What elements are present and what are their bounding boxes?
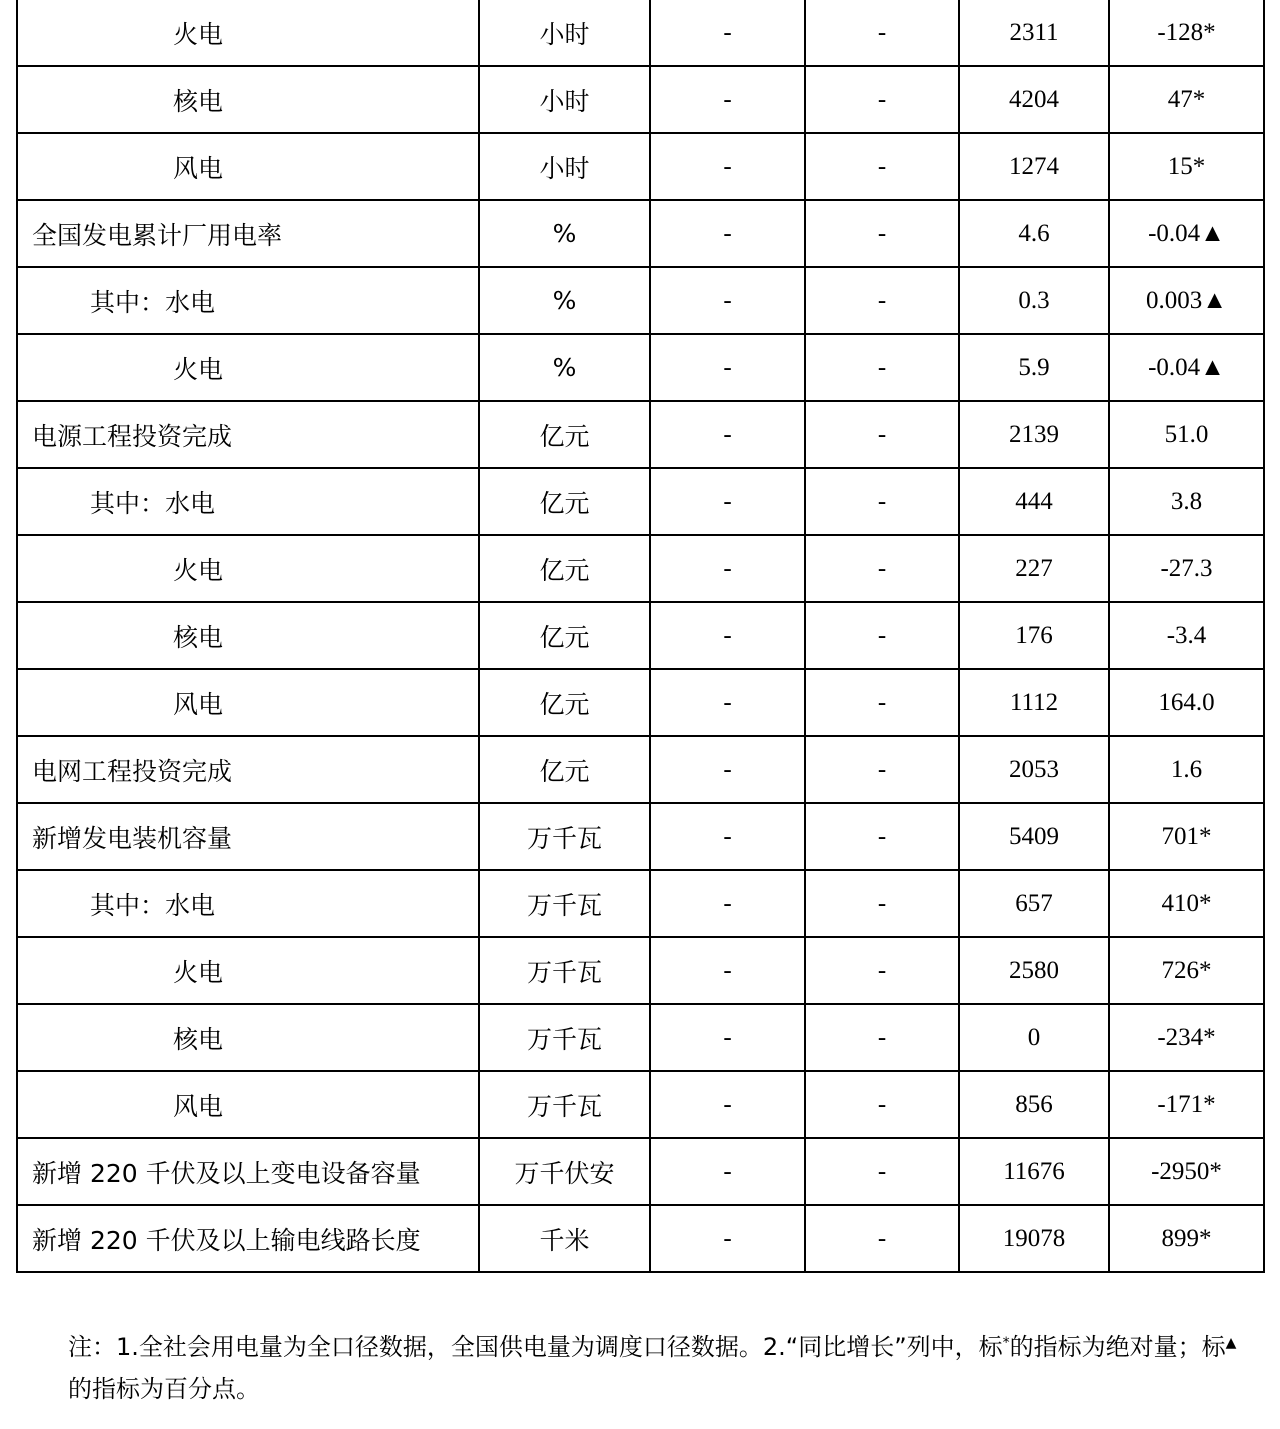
- unit-cell: 亿元: [479, 535, 650, 602]
- cumulative-yoy-cell: 726*: [1109, 937, 1264, 1004]
- cumulative-value-cell: 1274: [959, 133, 1109, 200]
- unit-cell: 小时: [479, 133, 650, 200]
- table-row: [17, 1138, 1264, 1205]
- table-row: [17, 200, 1264, 267]
- unit-cell: 万千瓦: [479, 803, 650, 870]
- month-yoy-cell: -: [805, 669, 959, 736]
- item-cell: 其中：水电: [17, 468, 479, 535]
- current-month-cell: -: [650, 669, 805, 736]
- current-month-cell: -: [650, 200, 805, 267]
- cumulative-yoy-cell: 701*: [1109, 803, 1264, 870]
- cumulative-value-cell: 856: [959, 1071, 1109, 1138]
- unit-cell: 万千瓦: [479, 870, 650, 937]
- month-yoy-cell: -: [805, 1071, 959, 1138]
- item-cell: 火电: [17, 937, 479, 1004]
- cumulative-yoy-cell: -128*: [1109, 0, 1264, 66]
- cumulative-value-cell: 5.9: [959, 334, 1109, 401]
- item-cell: 核电: [17, 66, 479, 133]
- item-cell: 火电: [17, 535, 479, 602]
- month-yoy-cell: -: [805, 1205, 959, 1272]
- unit-cell: 亿元: [479, 468, 650, 535]
- unit-cell: 亿元: [479, 736, 650, 803]
- month-yoy-cell: -: [805, 937, 959, 1004]
- month-yoy-cell: -: [805, 267, 959, 334]
- table-row: [17, 401, 1264, 468]
- item-cell: 电源工程投资完成: [17, 401, 479, 468]
- cumulative-value-cell: 0: [959, 1004, 1109, 1071]
- month-yoy-cell: -: [805, 602, 959, 669]
- cumulative-value-cell: 0.3: [959, 267, 1109, 334]
- item-cell: 火电: [17, 334, 479, 401]
- cumulative-yoy-cell: 899*: [1109, 1205, 1264, 1272]
- current-month-cell: -: [650, 535, 805, 602]
- month-yoy-cell: -: [805, 1004, 959, 1071]
- cumulative-value-cell: 2139: [959, 401, 1109, 468]
- month-yoy-cell: -: [805, 66, 959, 133]
- item-cell: 新增发电装机容量: [17, 803, 479, 870]
- current-month-cell: -: [650, 401, 805, 468]
- current-month-cell: -: [650, 334, 805, 401]
- cumulative-yoy-cell: -27.3: [1109, 535, 1264, 602]
- table-row: [17, 1071, 1264, 1138]
- table-row: [17, 66, 1264, 133]
- cumulative-value-cell: 176: [959, 602, 1109, 669]
- cumulative-value-cell: 2580: [959, 937, 1109, 1004]
- current-month-cell: -: [650, 267, 805, 334]
- month-yoy-cell: -: [805, 870, 959, 937]
- item-cell: 其中：水电: [17, 870, 479, 937]
- unit-cell: %: [479, 200, 650, 267]
- footnote-text-3: 的指标为百分点。: [68, 1375, 260, 1403]
- month-yoy-cell: -: [805, 468, 959, 535]
- month-yoy-cell: -: [805, 133, 959, 200]
- month-yoy-cell: -: [805, 334, 959, 401]
- table-body: [17, 0, 1264, 1272]
- current-month-cell: -: [650, 870, 805, 937]
- electricity-statistics-table: [16, 0, 1265, 1273]
- cumulative-yoy-cell: 47*: [1109, 66, 1264, 133]
- unit-cell: 亿元: [479, 602, 650, 669]
- item-cell: 风电: [17, 1071, 479, 1138]
- current-month-cell: -: [650, 1205, 805, 1272]
- cumulative-yoy-cell: 15*: [1109, 133, 1264, 200]
- cumulative-yoy-cell: 3.8: [1109, 468, 1264, 535]
- cumulative-yoy-cell: 410*: [1109, 870, 1264, 937]
- current-month-cell: -: [650, 736, 805, 803]
- current-month-cell: -: [650, 66, 805, 133]
- unit-cell: 万千瓦: [479, 1071, 650, 1138]
- item-cell: 电网工程投资完成: [17, 736, 479, 803]
- unit-cell: %: [479, 267, 650, 334]
- table-row: [17, 803, 1264, 870]
- table-row: [17, 669, 1264, 736]
- cumulative-yoy-cell: -2950*: [1109, 1138, 1264, 1205]
- current-month-cell: -: [650, 1138, 805, 1205]
- cumulative-yoy-cell: 51.0: [1109, 401, 1264, 468]
- table-footnote: [68, 1326, 1238, 1410]
- table-row: [17, 602, 1264, 669]
- cumulative-value-cell: 657: [959, 870, 1109, 937]
- item-cell: 核电: [17, 602, 479, 669]
- item-cell: 其中：水电: [17, 267, 479, 334]
- cumulative-yoy-cell: 1.6: [1109, 736, 1264, 803]
- unit-cell: 千米: [479, 1205, 650, 1272]
- cumulative-value-cell: 4.6: [959, 200, 1109, 267]
- cumulative-value-cell: 11676: [959, 1138, 1109, 1205]
- table-row: [17, 133, 1264, 200]
- month-yoy-cell: -: [805, 535, 959, 602]
- cumulative-value-cell: 4204: [959, 66, 1109, 133]
- cumulative-value-cell: 2311: [959, 0, 1109, 66]
- unit-cell: 万千伏安: [479, 1138, 650, 1205]
- month-yoy-cell: -: [805, 736, 959, 803]
- cumulative-value-cell: 5409: [959, 803, 1109, 870]
- cumulative-yoy-cell: 0.003▲: [1109, 267, 1264, 334]
- table-row: [17, 468, 1264, 535]
- unit-cell: 亿元: [479, 669, 650, 736]
- item-cell: 全国发电累计厂用电率: [17, 200, 479, 267]
- unit-cell: 万千瓦: [479, 1004, 650, 1071]
- month-yoy-cell: -: [805, 200, 959, 267]
- cumulative-yoy-cell: 164.0: [1109, 669, 1264, 736]
- cumulative-yoy-cell: -234*: [1109, 1004, 1264, 1071]
- month-yoy-cell: -: [805, 803, 959, 870]
- item-cell: 火电: [17, 0, 479, 66]
- month-yoy-cell: -: [805, 0, 959, 66]
- table-row: [17, 1205, 1264, 1272]
- unit-cell: 亿元: [479, 401, 650, 468]
- table-row: [17, 535, 1264, 602]
- current-month-cell: -: [650, 803, 805, 870]
- table-row: [17, 870, 1264, 937]
- cumulative-yoy-cell: -0.04▲: [1109, 334, 1264, 401]
- item-cell: 新增 220 千伏及以上输电线路长度: [17, 1205, 479, 1272]
- table-row: [17, 334, 1264, 401]
- footnote-text-1: 注：1.全社会用电量为全口径数据，全国供电量为调度口径数据。2.“同比增长”列中，标: [68, 1333, 1003, 1361]
- table-row: [17, 736, 1264, 803]
- item-cell: 风电: [17, 669, 479, 736]
- table-row: [17, 937, 1264, 1004]
- current-month-cell: -: [650, 1004, 805, 1071]
- current-month-cell: -: [650, 133, 805, 200]
- cumulative-value-cell: 2053: [959, 736, 1109, 803]
- item-cell: 新增 220 千伏及以上变电设备容量: [17, 1138, 479, 1205]
- current-month-cell: -: [650, 937, 805, 1004]
- footnote-text-2: 的指标为绝对量；标: [1009, 1333, 1226, 1361]
- cumulative-value-cell: 227: [959, 535, 1109, 602]
- unit-cell: 万千瓦: [479, 937, 650, 1004]
- month-yoy-cell: -: [805, 1138, 959, 1205]
- unit-cell: %: [479, 334, 650, 401]
- cumulative-value-cell: 444: [959, 468, 1109, 535]
- cumulative-value-cell: 19078: [959, 1205, 1109, 1272]
- table-row: [17, 1004, 1264, 1071]
- unit-cell: 小时: [479, 66, 650, 133]
- unit-cell: 小时: [479, 0, 650, 66]
- cumulative-yoy-cell: -0.04▲: [1109, 200, 1264, 267]
- cumulative-value-cell: 1112: [959, 669, 1109, 736]
- month-yoy-cell: -: [805, 401, 959, 468]
- cumulative-yoy-cell: -171*: [1109, 1071, 1264, 1138]
- star-marker: *: [1002, 1335, 1010, 1351]
- item-cell: 核电: [17, 1004, 479, 1071]
- table-row: [17, 0, 1264, 66]
- current-month-cell: -: [650, 1071, 805, 1138]
- table-row: [17, 267, 1264, 334]
- triangle-marker: ▲: [1225, 1335, 1237, 1351]
- current-month-cell: -: [650, 0, 805, 66]
- item-cell: 风电: [17, 133, 479, 200]
- current-month-cell: -: [650, 602, 805, 669]
- current-month-cell: -: [650, 468, 805, 535]
- cumulative-yoy-cell: -3.4: [1109, 602, 1264, 669]
